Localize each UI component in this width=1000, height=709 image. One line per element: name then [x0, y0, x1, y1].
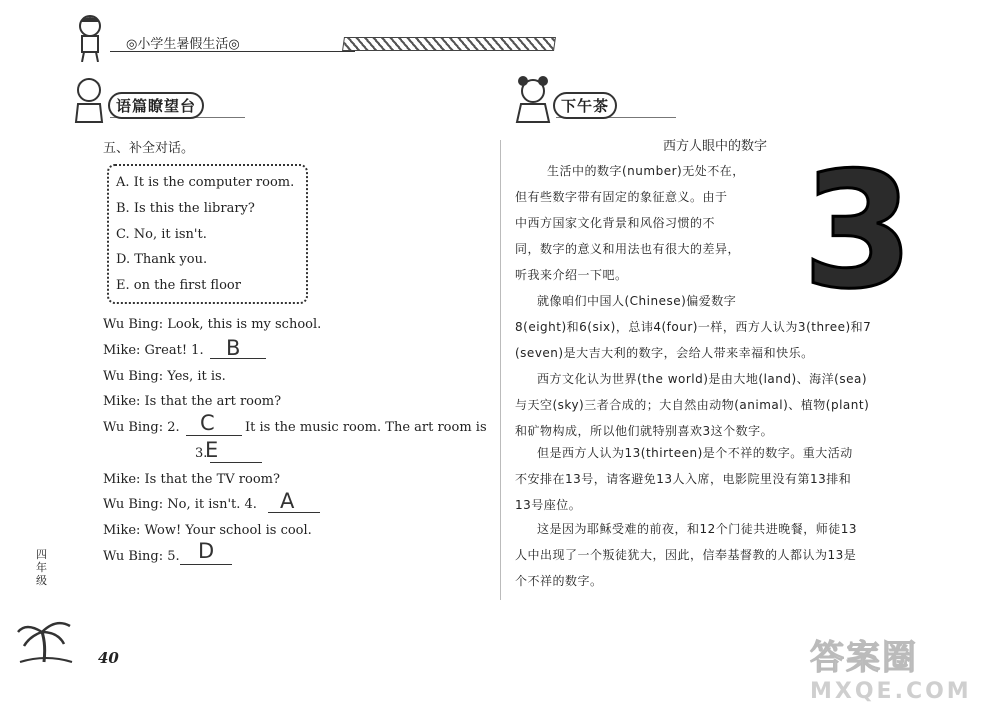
text-line: 与天空(sky)三者合成的；大自然由动物(animal)、植物(plant): [515, 398, 870, 412]
text-line: 13号座位。: [515, 498, 582, 512]
paragraph-1: [515, 158, 797, 288]
header-mascot-icon: [70, 12, 110, 66]
right-section-title: 下午茶: [553, 92, 617, 119]
left-section-title: 语篇瞭望台: [108, 92, 204, 119]
dialogue-line: Wu Bing: 5.: [103, 549, 180, 564]
text-line: 生活中的数字(number)无处不在，: [547, 164, 745, 178]
girl-mascot-icon: [513, 74, 553, 130]
paragraph-3: [515, 366, 995, 444]
answer-blank-2: [186, 435, 242, 436]
text-line: 个不祥的数字。: [515, 574, 603, 588]
text-line: 但是西方人认为13(thirteen)是个不祥的数字。重大活动: [537, 446, 853, 460]
text-line: 不安排在13号，请客避免13人入席，电影院里没有第13排和: [515, 472, 852, 486]
choice-b: B. Is this the library?: [116, 201, 255, 216]
header-rule: [110, 51, 355, 52]
watermark-logo: 答案圈: [810, 638, 918, 678]
header-title: ◎小学生暑假生活◎: [126, 37, 240, 52]
header-decorative-strip: [342, 37, 556, 51]
article-title: 西方人眼中的数字: [663, 139, 768, 154]
answer-3: E: [205, 438, 219, 462]
answer-blank-5: [180, 564, 232, 565]
choice-e: E. on the first floor: [116, 278, 241, 293]
question-heading: 五、补全对话。: [103, 141, 195, 156]
page-number: 40: [98, 649, 119, 667]
dialogue-line: Mike: Is that the TV room?: [103, 472, 280, 487]
choice-d: D. Thank you.: [116, 252, 208, 267]
text-line: 就像咱们中国人(Chinese)偏爱数字: [537, 294, 737, 308]
answer-1: B: [226, 336, 241, 360]
text-line: 同，数字的意义和用法也有很大的差异，: [515, 242, 741, 256]
paragraph-2: [515, 288, 995, 366]
text-line: 和矿物构成，所以他们就特别喜欢3这个数字。: [515, 424, 774, 438]
paragraph-5: [515, 516, 995, 594]
choice-a: A. It is the computer room.: [116, 175, 295, 190]
text-line: 西方文化认为世界(the world)是由大地(land)、海洋(sea): [537, 372, 868, 386]
boy-mascot-icon: [68, 74, 110, 130]
dialogue-line: It is the music room. The art room is: [245, 420, 487, 435]
answer-2: C: [200, 411, 215, 435]
text-line: (seven)是大吉大利的数字，会给人带来幸福和快乐。: [515, 346, 814, 360]
choice-c: C. No, it isn't.: [116, 227, 207, 242]
dialogue-line: Mike: Great! 1.: [103, 343, 204, 358]
big-number-three: [793, 158, 923, 298]
answer-blank-3: [210, 462, 262, 463]
dialogue-line: Wu Bing: 2.: [103, 420, 180, 435]
dialogue-line: Wu Bing: Yes, it is.: [103, 369, 226, 384]
answer-5: D: [198, 539, 215, 563]
grade-label: 四年级: [36, 548, 47, 587]
text-line: 听我来介绍一下吧。: [515, 268, 628, 282]
text-line: 8(eight)和6(six)，总讳4(four)一样，西方人认为3(three)和7: [515, 320, 872, 334]
svg-text:3: 3: [802, 158, 914, 298]
dialogue-line: Wu Bing: Look, this is my school.: [103, 317, 322, 332]
answer-4: A: [280, 489, 295, 513]
text-line: 人中出现了一个叛徒犹大，因此，信奉基督教的人都认为13是: [515, 548, 857, 562]
column-divider: [500, 140, 501, 600]
dialogue-line: Mike: Wow! Your school is cool.: [103, 523, 312, 538]
dialogue-line: Wu Bing: No, it isn't. 4.: [103, 497, 257, 512]
text-line: 但有些数字带有固定的象征意义。由于: [515, 190, 728, 204]
paragraph-4: [515, 440, 995, 518]
dialogue-line: 3.: [195, 446, 208, 461]
watermark: [810, 630, 972, 704]
dialogue-line: Mike: Is that the art room?: [103, 394, 282, 409]
watermark-url: MXQE.COM: [810, 679, 972, 704]
palm-tree-icon: [16, 614, 76, 668]
text-line: 中西方国家文化背景和风俗习惯的不: [515, 216, 716, 230]
text-line: 这是因为耶稣受难的前夜，和12个门徒共进晚餐，师徒13: [537, 522, 858, 536]
